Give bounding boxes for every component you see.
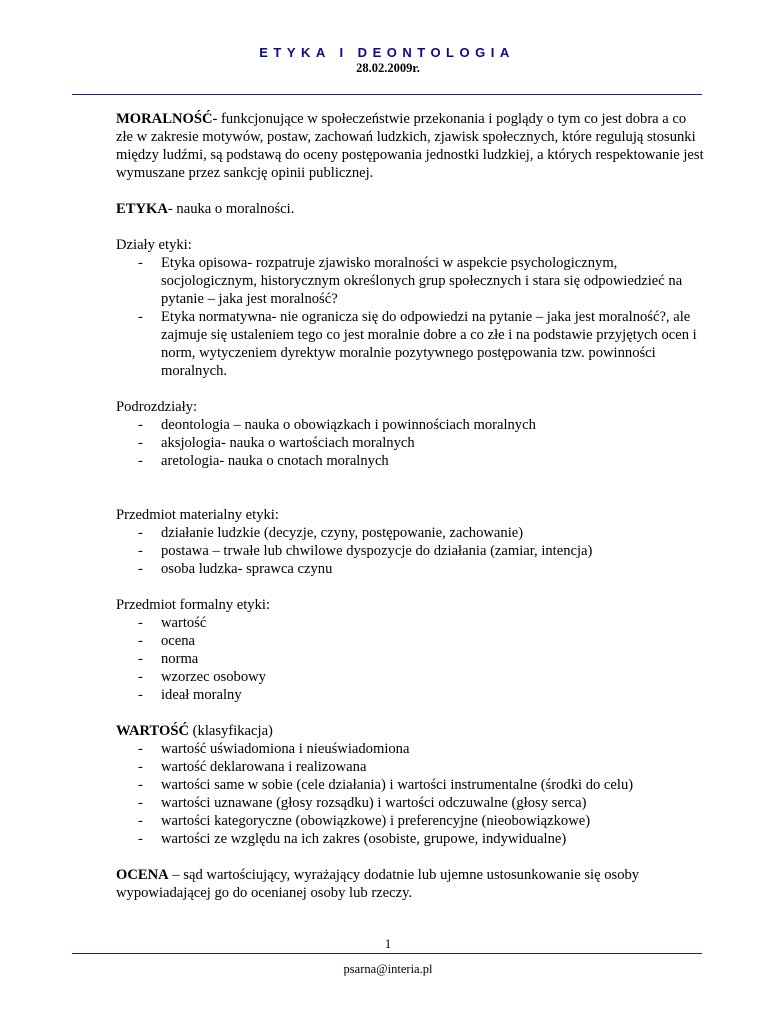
header-divider bbox=[72, 94, 702, 95]
definition-etyka-text: - nauka o moralności. bbox=[167, 201, 295, 217]
list-item: - wartości kategoryczne (obowiązkowe) i preferencyjne (nieobowiązkowe) bbox=[116, 812, 706, 830]
list-item: - Etyka normatywna- nie ogranicza się do odpowiedzi na pytanie – jaka jest moralność?, ale zajmuje się ustaleniem tego co jest moralnie dobre a co złe i na podstawie przyjętych ocen i norm, wytyczeniem dyrektyw moralnie pozytywnego postępowania tzw. powinności moralnych. bbox=[116, 308, 706, 380]
wartosc-subtitle: (klasyfikacja) bbox=[189, 723, 273, 739]
document-date: 28.02.2009r. bbox=[356, 61, 420, 75]
list-item: - wartość bbox=[116, 614, 706, 632]
list-item: - ocena bbox=[116, 632, 706, 650]
term-etyka: ETYKA bbox=[116, 201, 168, 217]
list-item: - wartości uznawane (głosy rozsądku) i wartości odczuwalne (głosy serca) bbox=[116, 794, 706, 812]
list-item: - wartości same w sobie (cele działania) i wartości instrumentalne (środki do celu) bbox=[116, 776, 706, 794]
section-heading-dzialy: Działy etyki: bbox=[116, 237, 192, 253]
document-title: ETYKA I DEONTOLOGIA bbox=[259, 45, 515, 60]
definition-etyka bbox=[116, 200, 706, 218]
list-item: - postawa – trwałe lub chwilowe dyspozycje do działania (zamiar, intencja) bbox=[116, 542, 706, 560]
document-body bbox=[116, 110, 706, 902]
list-item: - wzorzec osobowy bbox=[116, 668, 706, 686]
list-item: - osoba ludzka- sprawca czynu bbox=[116, 560, 706, 578]
list-item: - Etyka opisowa- rozpatruje zjawisko moralności w aspekcie psychologicznym, socjologicznym, historycznym określonych grup społecznych i stara się odpowiedzieć na pytanie – jaka jest moralność? bbox=[116, 254, 706, 308]
list-item: - aksjologia- nauka o wartościach moralnych bbox=[116, 434, 706, 452]
document-header bbox=[0, 44, 768, 76]
definition-moralnosc-text: - funkcjonujące w społeczeństwie przekonania i poglądy o tym co jest dobra a co złe w zakresie motywów, postaw, zachowań ludzkich, zjawisk społecznych, które regulują stosunki między ludźmi, są podstawą do oceny postępowania jednostki ludzkiej, a których respektowanie jest wymuszane przez sankcję opinii publicznej. bbox=[116, 111, 704, 181]
list-item: - aretologia- nauka o cnotach moralnych bbox=[116, 452, 706, 470]
podrozdzialy-list bbox=[116, 416, 706, 470]
definition-ocena bbox=[116, 866, 706, 902]
list-item: - wartości ze względu na ich zakres (osobiste, grupowe, indywidualne) bbox=[116, 830, 706, 848]
section-heading-przedmiot-materialny: Przedmiot materialny etyki: bbox=[116, 507, 279, 523]
list-item: - deontologia – nauka o obowiązkach i powinnościach moralnych bbox=[116, 416, 706, 434]
list-item: - ideał moralny bbox=[116, 686, 706, 704]
definition-moralnosc bbox=[116, 110, 706, 182]
term-ocena: OCENA bbox=[116, 867, 169, 883]
przedmiot-materialny-list bbox=[116, 524, 706, 578]
dzialy-list bbox=[116, 254, 706, 380]
section-heading-wartosc bbox=[116, 722, 706, 740]
term-moralnosc: MORALNOŚĆ bbox=[116, 111, 213, 127]
term-wartosc: WARTOŚĆ bbox=[116, 723, 190, 739]
section-heading-podrozdzialy: Podrozdziały: bbox=[116, 399, 198, 415]
list-item: - działanie ludzkie (decyzje, czyny, postępowanie, zachowanie) bbox=[116, 524, 706, 542]
page-number: 1 bbox=[384, 937, 392, 951]
definition-ocena-text: – sąd wartościujący, wyrażający dodatnie lub ujemne ustosunkowanie się osoby wypowiadającej go do ocenianej osoby lub rzeczy. bbox=[116, 867, 640, 901]
przedmiot-formalny-list bbox=[116, 614, 706, 704]
section-heading-przedmiot-formalny: Przedmiot formalny etyki: bbox=[116, 597, 271, 613]
footer-email: psarna@interia.pl bbox=[343, 962, 433, 976]
footer-divider bbox=[72, 953, 702, 954]
wartosc-list bbox=[116, 740, 706, 848]
list-item: - norma bbox=[116, 650, 706, 668]
list-item: - wartość deklarowana i realizowana bbox=[116, 758, 706, 776]
list-item: - wartość uświadomiona i nieuświadomiona bbox=[116, 740, 706, 758]
